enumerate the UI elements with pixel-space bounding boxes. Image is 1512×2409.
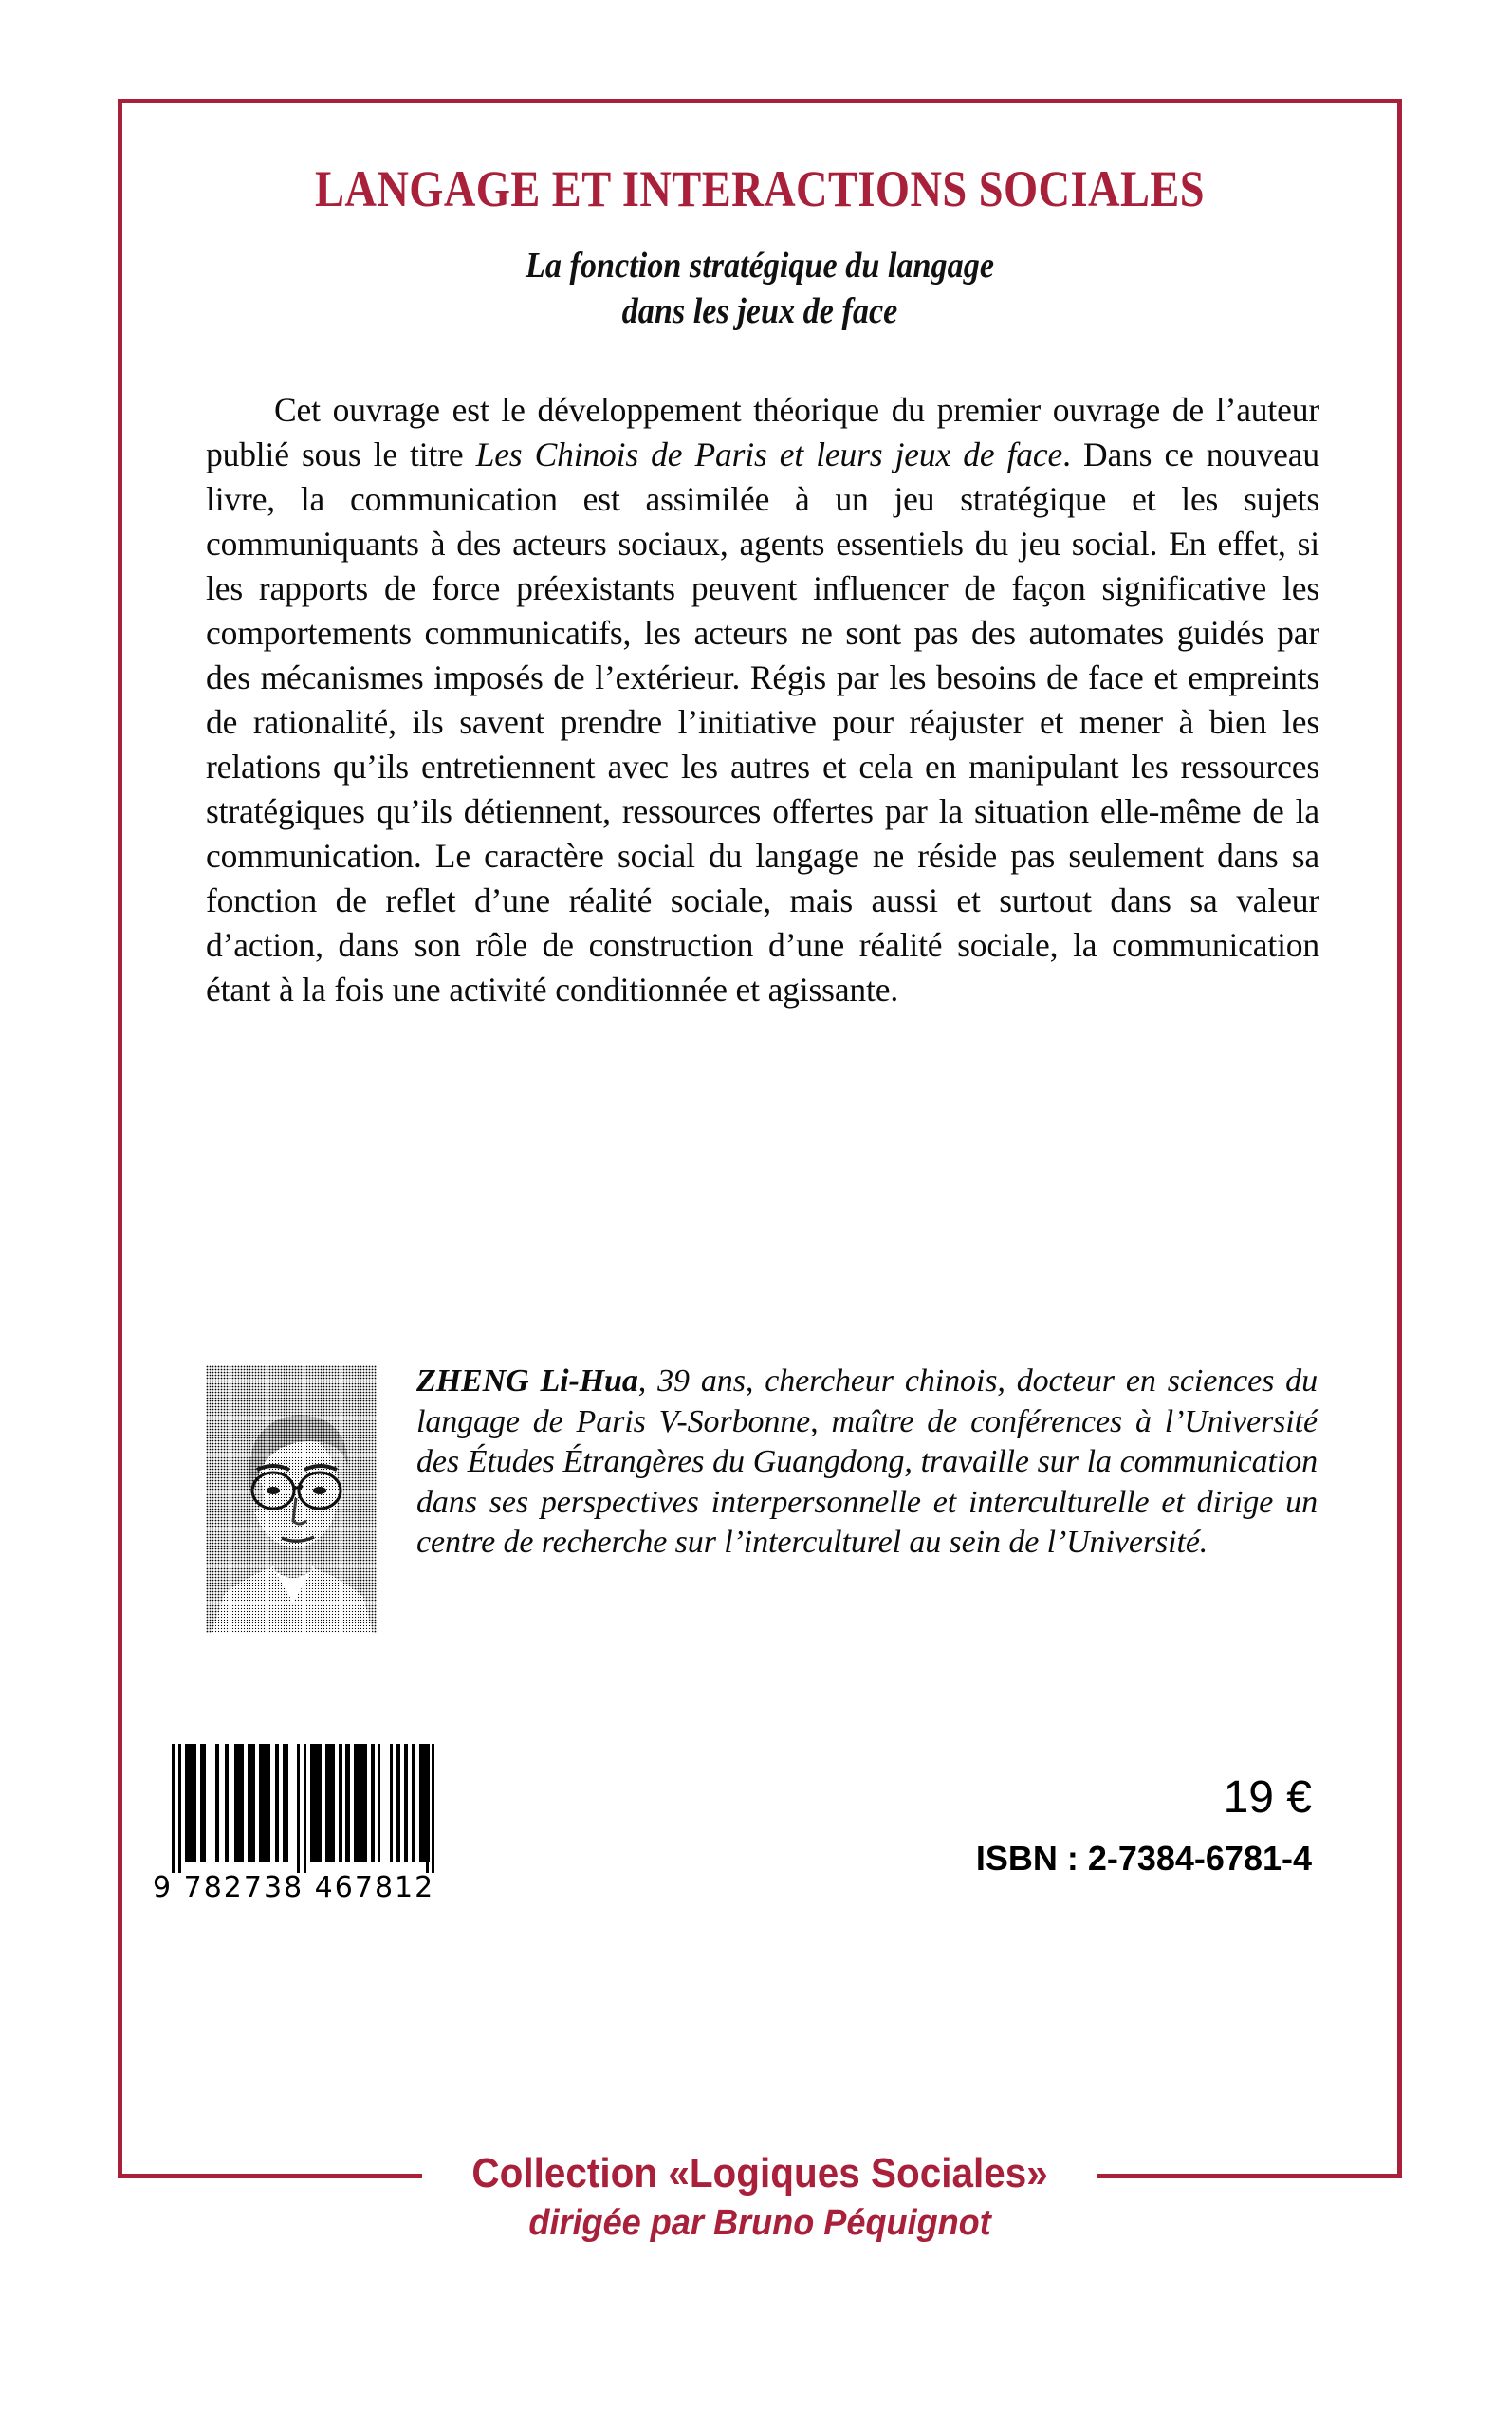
isbn-label: ISBN : 2-7384-6781-4: [975, 1838, 1312, 1878]
author-portrait-photo: [206, 1365, 377, 1633]
book-subtitle-line-1: La fonction stratégique du langage: [525, 245, 995, 286]
barcode-block: [151, 1740, 435, 1904]
collection-director: dirigée par Bruno Péquignot: [528, 2203, 991, 2243]
ean13-barcode: [151, 1740, 435, 1873]
blurb-paragraph: [206, 388, 1319, 1012]
collection-footer: [122, 2152, 1397, 2246]
author-name: ZHENG Li-Hua: [416, 1363, 638, 1399]
collection-name: Collection «Logiques Sociales»: [471, 2150, 1048, 2196]
book-back-cover-frame: [118, 99, 1402, 2243]
author-block: [206, 1365, 1318, 1650]
blurb-cited-title: Les Chinois de Paris et leurs jeux de face: [475, 435, 1063, 473]
blurb-part-2: . Dans ce nouveau livre, la communication est assimilée à un jeu stratégique et les sujets communiquants à des acteurs sociaux, agents essentiels du jeu social. En effet, si les rapports de force préexistants peuvent influencer de façon significative les comportements communicatifs, les acteurs ne sont pas des automates guidés par des mécanismes imposés de l’extérieur. Régis par les besoins de face et empreints de rationalité, ils savent prendre l’initiative pour réajuster et mener à bien les relations qu’ils entretiennent avec les autres et cela en manipulant les ressources stratégiques qu’ils détiennent, ressources offertes par la situation elle-même de la communication. Le caractère social du langage ne réside pas seulement dans sa fonction de reflet d’une réalité sociale, mais aussi et surtout dans sa valeur d’action, dans son rôle de construction d’une réalité sociale, la communication étant à la fois une activité conditionnée et agissante.: [206, 435, 1319, 1009]
author-bio-text: , 39 ans, chercheur chinois, docteur en sciences du langage de Paris V-Sorbonne, maître de conférences à l’Université des Études Étrangères du Guangdong, travaille sur la communication dans ses perspectives interpersonnelle et interculturelle et dirige un centre de recherche sur l’interculturel au sein de l’Université.: [416, 1363, 1318, 1560]
price-label: 19 €: [1223, 1772, 1312, 1823]
author-bio-paragraph: [416, 1362, 1318, 1564]
book-subtitle-line-2: dans les jeux de face: [621, 291, 898, 332]
barcode-digits: 9 782738 467812: [153, 1871, 435, 1904]
collection-line: [422, 2150, 1097, 2244]
blurb-text: [136, 388, 1390, 1012]
price-isbn-block: [976, 1773, 1312, 1879]
blurb-part-1: Cet ouvrage est le développement théorique du premier ouvrage de l’auteur publié sous le titre: [206, 391, 1319, 473]
author-bio: [416, 1362, 1318, 1564]
page-title: LANGAGE ET INTERACTIONS SOCIALES: [314, 160, 1206, 217]
title-block: [122, 162, 1397, 335]
book-subtitle: [186, 243, 1334, 335]
